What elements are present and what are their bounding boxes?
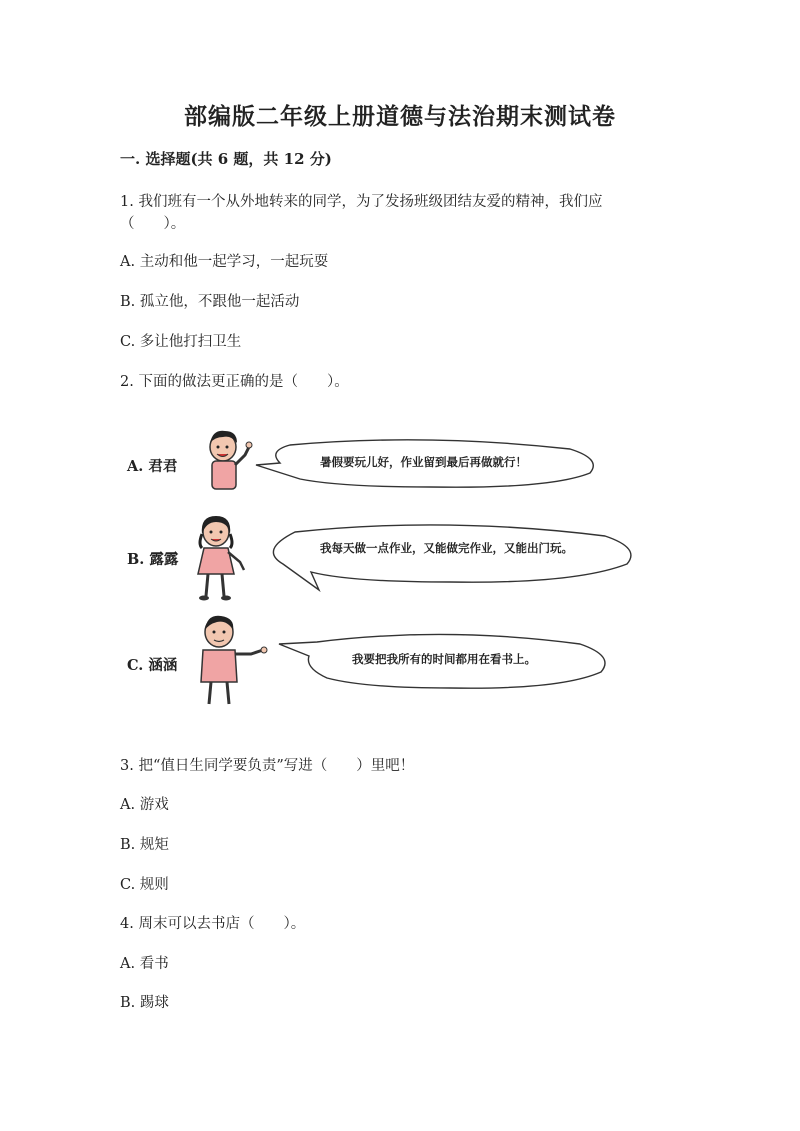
question-1-option-b[interactable]: B. 孤立他，不跟他一起活动 <box>120 294 300 310</box>
question-3-option-c[interactable]: C. 规则 <box>120 877 169 893</box>
speech-text-b: 我每天做一点作业，又能做完作业，又能出门玩。 <box>320 541 573 555</box>
boy-pointing-figure-icon <box>195 612 270 710</box>
question-1-blank: （ ）。 <box>120 216 186 232</box>
question-3-option-a[interactable]: A. 游戏 <box>120 797 169 813</box>
question-4-stem: 4. 周末可以去书店（ ）。 <box>120 916 306 932</box>
question-4-option-a[interactable]: A. 看书 <box>120 956 169 972</box>
page-title: 部编版二年级上册道德与法治期末测试卷 <box>184 103 616 130</box>
question-1-option-a[interactable]: A. 主动和他一起学习，一起玩耍 <box>120 254 329 270</box>
speech-text-c: 我要把我所有的时间都用在看书上。 <box>352 652 536 666</box>
question-3-option-b[interactable]: B. 规矩 <box>120 837 169 853</box>
question-3-stem: 3. 把“值日生同学要负责”写进（ ）里吧！ <box>120 758 415 774</box>
question-2-option-a-label[interactable]: A. 君君 <box>127 458 178 475</box>
section-heading: 一. 选择题(共 6 题，共 12 分) <box>120 150 332 168</box>
question-2-option-b-label[interactable]: B. 露露 <box>127 551 179 568</box>
question-2-stem: 2. 下面的做法更正确的是（ ）。 <box>120 374 349 390</box>
speech-text-a: 暑假要玩儿好，作业留到最后再做就行！ <box>320 455 527 469</box>
question-4-option-b[interactable]: B. 踢球 <box>120 995 169 1011</box>
question-2-option-c-label[interactable]: C. 涵涵 <box>127 657 178 674</box>
speech-bubble-b <box>255 522 640 594</box>
question-1-stem: 1. 我们班有一个从外地转来的同学，为了发扬班级团结友爱的精神，我们应 <box>120 194 603 210</box>
girl-figure-icon <box>190 512 250 602</box>
question-1-option-c[interactable]: C. 多让他打扫卫生 <box>120 334 242 350</box>
